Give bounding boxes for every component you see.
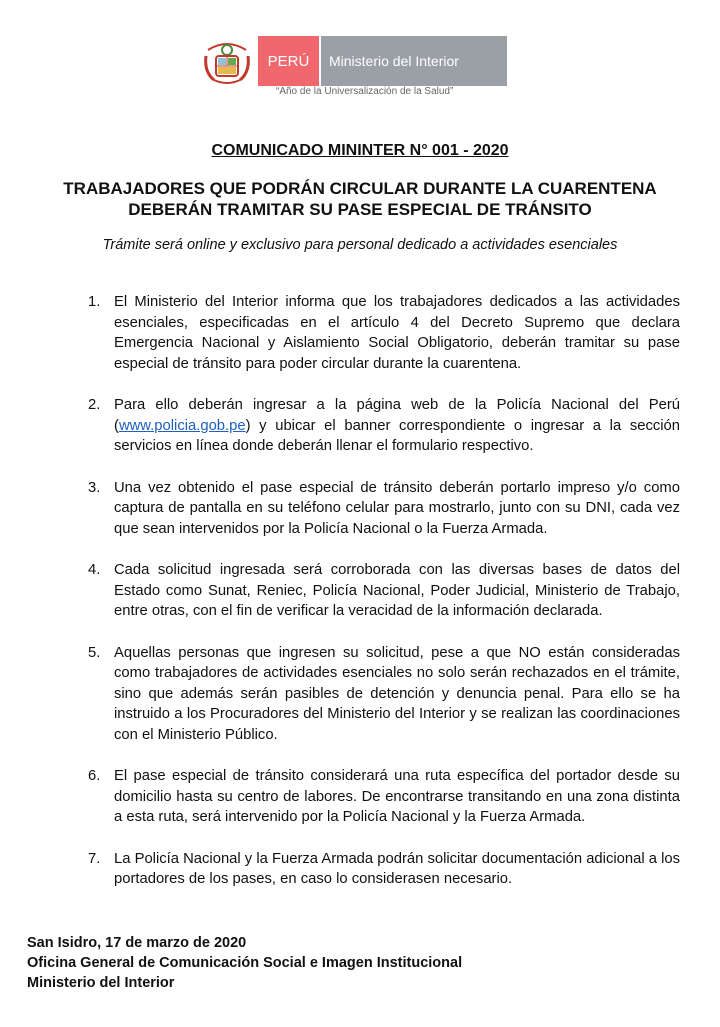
year-motto: “Año de la Universalización de la Salud” [276, 86, 454, 97]
list-item [88, 560, 680, 622]
issuing-ministry: Ministerio del Interior [27, 975, 175, 991]
signature-block [27, 933, 462, 993]
item-text: Aquellas personas que ingresen su solicitud, pese a que NO están consideradas como trabajadores de actividades esenciales no solo serán rechazados en el trámite, sino que además serán pasibles de detención y denuncia penal. Para ello se ha instruido a los Procuradores del Ministerio del Interior y se realizan las coordinaciones con el Ministerio Público. [114, 644, 680, 743]
item-number: 3. [88, 479, 101, 496]
list-item [88, 643, 680, 746]
item-text: El Ministerio del Interior informa que los trabajadores dedicados a las actividades esenciales, especificadas en el artículo 4 del Decreto Supremo que declara Emergencia Nacional y Aislamiento Social Obligatorio, deberán tramitar su pase especial de tránsito para poder circular durante la cuarentena. [114, 294, 680, 372]
issuing-office: Oficina General de Comunicación Social e Imagen Institucional [27, 955, 463, 971]
item-number: 7. [88, 850, 101, 867]
item-text-after: ) y ubicar el banner correspondiente o ingresar a la sección servicios en línea donde deberán llenar el formulario respectivo. [114, 417, 680, 454]
ministry-brand-box: Ministerio del Interior [321, 36, 507, 86]
place-date: San Isidro, 17 de marzo de 2020 [27, 935, 247, 951]
item-number: 4. [88, 562, 101, 578]
list-item [88, 395, 680, 457]
item-number: 5. [88, 644, 101, 661]
item-text-before: Para ello deberán ingresar a la página web de la Policía Nacional del Perú ( [114, 397, 680, 434]
item-text: El pase especial de tránsito considerará una ruta específica del portador desde su domicilio hasta su centro de labores. De encontrarse transitando en una zona distinta a esta ruta, será intervenido por la Policía Nacional y la Fuerza Armada. [114, 768, 680, 825]
subtitle: Trámite será online y exclusivo para personal dedicado a actividades esenciales [102, 237, 618, 253]
list-item [88, 766, 680, 828]
headline-line-1: TRABAJADORES QUE PODRÁN CIRCULAR DURANTE LA CUARENTENA [63, 179, 657, 198]
numbered-list [88, 292, 680, 911]
item-text: Cada solicitud ingresada será corroborada con las diversas bases de datos del Estado como Sunat, Reniec, Policía Nacional, Poder Judicial, Ministerio de Trabajo, entre otras, con el fin de verificar la veracidad de la información declarada. [114, 562, 680, 619]
item-text: Una vez obtenido el pase especial de tránsito deberán portarlo impreso y/o como captura de pantalla en su teléfono celular para mostrarlo, junto con su DNI, cada vez que sean intervenidos por la Policía Nacional o la Fuerza Armada. [114, 479, 680, 537]
headline-line-2: DEBERÁN TRAMITAR SU PASE ESPECIAL DE TRÁNSITO [128, 200, 592, 219]
list-item [88, 478, 680, 540]
item-text: La Policía Nacional y la Fuerza Armada podrán solicitar documentación adicional a los portadores de los pases, en caso lo considerasen necesario. [114, 850, 680, 887]
ministry-header [200, 36, 510, 86]
list-item [88, 292, 680, 374]
list-item [88, 849, 680, 890]
peru-coat-of-arms-icon [200, 36, 254, 86]
item-number: 1. [88, 294, 101, 310]
item-number: 6. [88, 768, 101, 784]
document-title: COMUNICADO MININTER N° 001 - 2020 [211, 142, 509, 159]
headline [0, 178, 720, 220]
policia-website-link[interactable]: www.policia.gob.pe [118, 417, 246, 434]
peru-brand-box: PERÚ [258, 36, 319, 86]
item-number: 2. [88, 397, 101, 413]
